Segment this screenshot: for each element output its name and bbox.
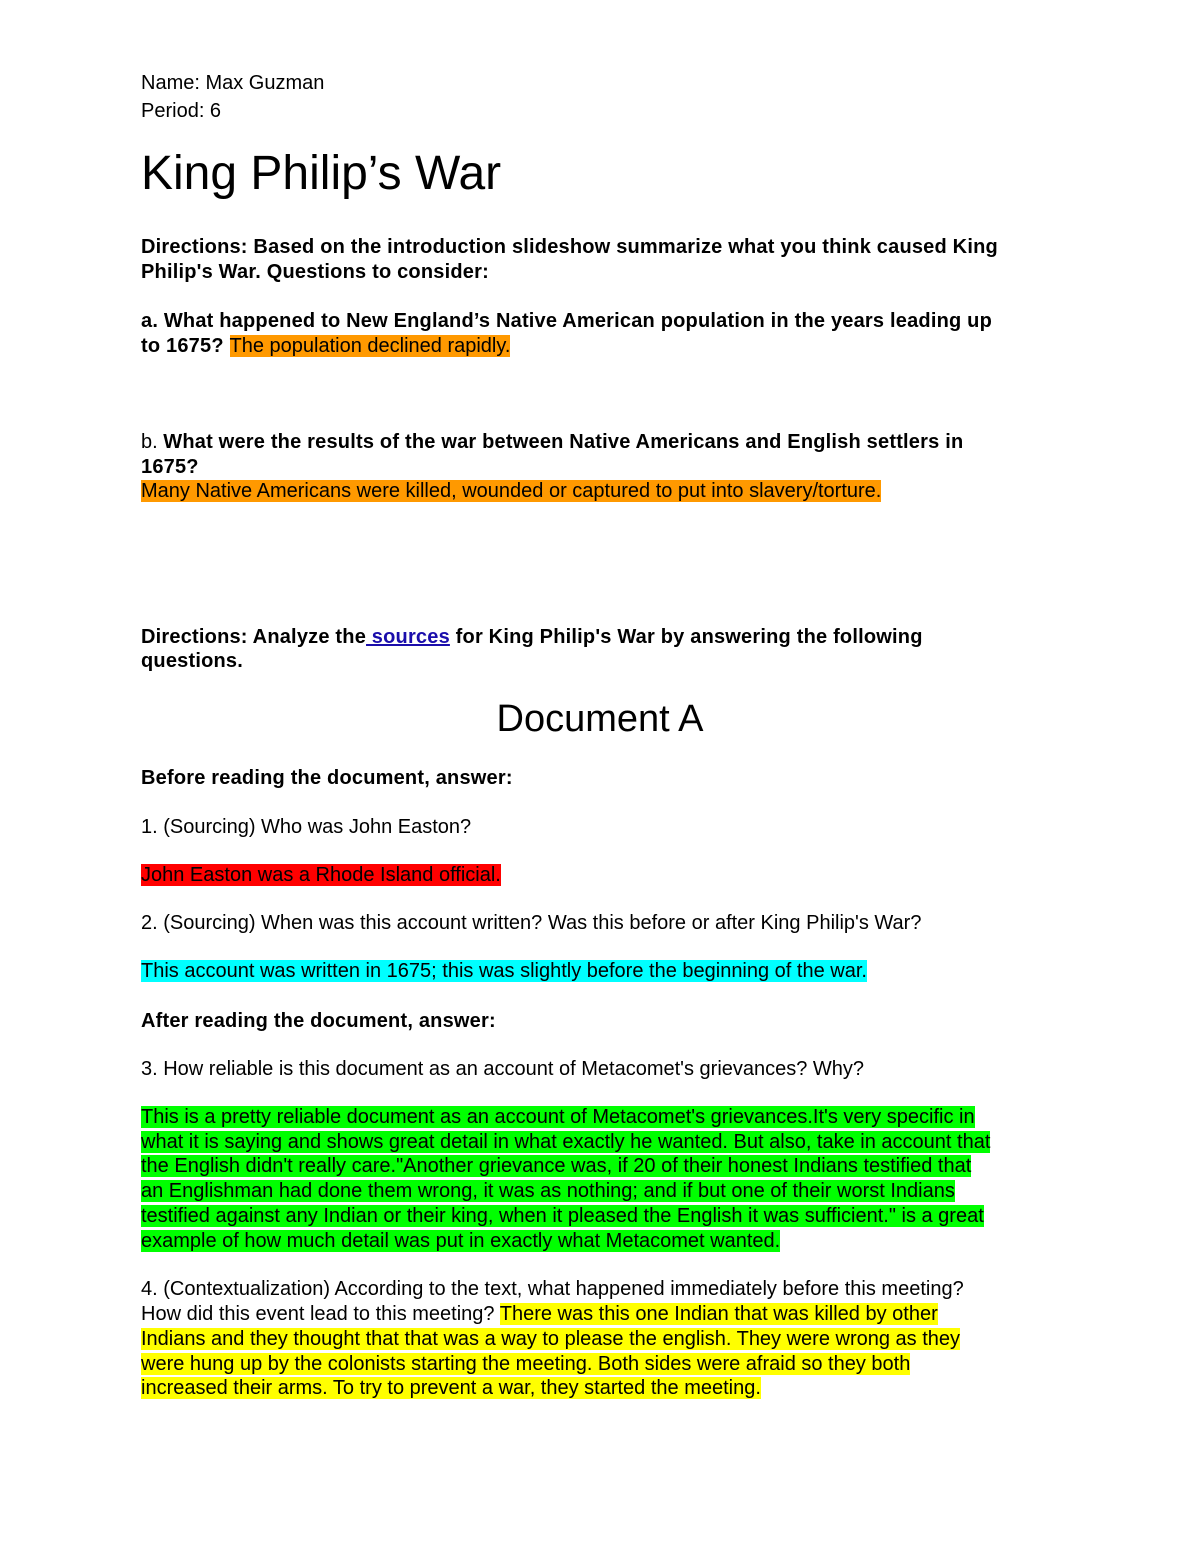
question-b-line-2: 1675? [141,456,199,478]
question-a-prefix: to 1675? [141,335,230,357]
answer-3-line [141,1204,984,1228]
student-period: Period: 6 [141,100,222,122]
question-4-line-2 [141,1302,938,1326]
before-reading-label: Before reading the document, answer: [141,767,513,789]
answer-b [141,479,881,503]
question-1: 1. (Sourcing) Who was John Easton? [141,816,472,838]
question-2: 2. (Sourcing) When was this account written? Was this before or after King Philip's War? [141,912,922,934]
page-title: King Philip’s War [141,147,502,200]
question-b-text: What were the results of the war between Native Americans and English settlers in [163,431,964,453]
answer-b-text: Many Native Americans were killed, wounded or captured to put into slavery/torture. [141,480,882,502]
answer-4-text: Indians and they thought that that was a way to please the english. They were wrong as they [141,1328,961,1350]
question-4-line-1: 4. (Contextualization) According to the text, what happened immediately before this meeting? [141,1278,964,1300]
answer-3-line [141,1130,990,1154]
answer-4-text: increased their arms. To try to prevent a war, they started the meeting. [141,1377,761,1399]
question-b-label: b. [141,431,164,453]
answer-3-text: testified against any Indian or their king, when it pleased the English it was sufficient." is a great [141,1205,984,1227]
sources-directions-prefix: Directions: Analyze the [141,626,367,648]
answer-4-line [141,1376,761,1400]
answer-3-text: the English didn't really care."Another grievance was, if 20 of their honest Indians testified that [141,1155,972,1177]
question-a-line-2 [141,334,510,358]
answer-1 [141,863,501,887]
answer-3-text: This is a pretty reliable document as an account of Metacomet's grievances.It's very specific in [141,1106,975,1128]
answer-4-line [141,1327,960,1351]
answer-a: The population declined rapidly. [229,335,511,357]
answer-3-text: what it is saying and shows great detail in what exactly he wanted. But also, take in account that [141,1131,991,1153]
answer-4-line [141,1352,910,1376]
sources-directions-suffix: for King Philip's War by answering the following [449,626,923,648]
answer-3-line [141,1179,955,1203]
answer-2-text: This account was written in 1675; this was slightly before the beginning of the war. [141,960,867,982]
after-reading-label: After reading the document, answer: [141,1010,496,1032]
sources-link[interactable]: sources [366,626,450,648]
answer-3-text: example of how much detail was put in exactly what Metacomet wanted. [141,1230,781,1252]
student-name: Name: Max Guzman [141,72,325,94]
question-3: 3. How reliable is this document as an account of Metacomet's grievances? Why? [141,1058,865,1080]
answer-4-text: There was this one Indian that was killed by other [499,1303,938,1325]
question-a-line-1: a. What happened to New England’s Native American population in the years leading up [141,310,992,332]
answer-4-text: were hung up by the colonists starting the meeting. Both sides were afraid so they both [141,1353,911,1375]
answer-2 [141,959,867,983]
answer-3-line [141,1154,971,1178]
document-a-heading: Document A [496,698,704,740]
question-b-line-1 [141,430,963,454]
answer-3-line [141,1229,780,1253]
intro-directions-line-2: Philip's War. Questions to consider: [141,261,489,283]
sources-directions-line-2: questions. [141,650,244,672]
answer-3-text: an Englishman had done them wrong, it was as nothing; and if but one of their worst Indians [141,1180,955,1202]
answer-3-line [141,1105,975,1129]
intro-directions-line-1: Directions: Based on the introduction slideshow summarize what you think caused King [141,236,998,258]
question-4-prefix: How did this event lead to this meeting? [141,1303,500,1325]
sources-directions-line-1 [141,625,923,649]
answer-1-text: John Easton was a Rhode Island official. [141,864,501,886]
